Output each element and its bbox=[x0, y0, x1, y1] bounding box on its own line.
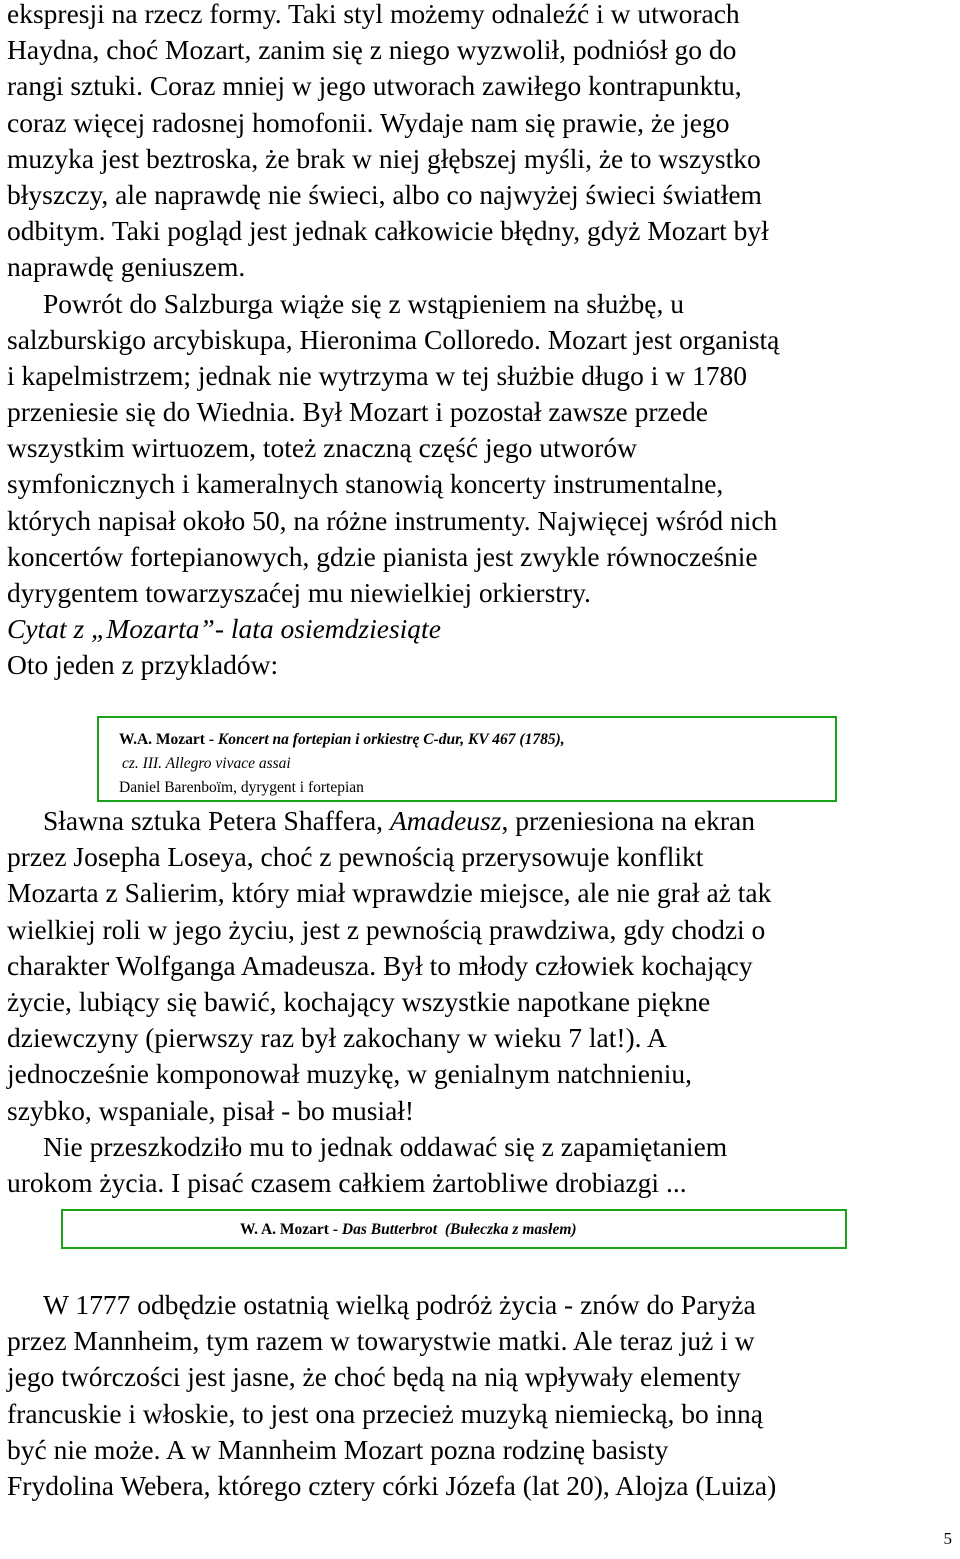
text-line: dziewczyny (pierwszy raz był zakochany w wieku 7 lat!). A bbox=[7, 1022, 667, 1054]
movement-label: cz. III. Allegro vivace assai bbox=[122, 755, 291, 772]
play-title: Amadeusz bbox=[389, 805, 502, 836]
paragraph-3 bbox=[7, 803, 912, 1201]
text-line: przez Mannheim, tym razem w towarystwie matki. Ale teraz już i w bbox=[7, 1325, 755, 1357]
text-line: Mozarta z Salierim, który miał wprawdzie miejsce, ale nie grał aż tak bbox=[7, 877, 772, 909]
work-title: Koncert na fortepian i orkiestrę C-dur, KV 467 (1785), bbox=[217, 731, 565, 748]
text-line: coraz więcej radosnej homofonii. Wydaje nam się prawie, że jego bbox=[7, 106, 730, 138]
music-example-box bbox=[97, 716, 837, 802]
composer-label: W. A. Mozart - bbox=[240, 1221, 342, 1238]
text-line: których napisał około 50, na różne instrumenty. Najwięcej wśród nich bbox=[7, 504, 778, 536]
text-line: W 1777 odbędzie ostatnią wielką podróż życia - znów do Paryża bbox=[43, 1289, 756, 1320]
text-line: jego twórczości jest jasne, że choć będą na nią wpływały elementy bbox=[7, 1361, 741, 1393]
composer-label: W.A. Mozart - bbox=[119, 731, 218, 748]
text-line: Haydna, choć Mozart, zanim się z niego wyzwolił, podniósł go do bbox=[7, 34, 737, 66]
text-line: francuskie i włoskie, to jest ona przecież muzyką niemiecką, bo inną bbox=[7, 1397, 763, 1429]
text-line: wszystkim wirtuozem, toteż znaczną część jego utworów bbox=[7, 432, 637, 464]
text-line: wielkiej roli w jego życiu, jest z pewnością prawdziwa, gdy chodzi o bbox=[7, 913, 766, 945]
performer-label: Daniel Barenboïm, dyrygent i fortepian bbox=[119, 779, 364, 796]
text-line: dyrygentem towarzyszaćej mu niewielkiej orkierstry. bbox=[7, 577, 591, 608]
text-line: Powrót do Salzburga wiąże się z wstąpieniem na służbę, u bbox=[43, 287, 684, 319]
example-caption: Oto jeden z przykladów: bbox=[7, 649, 279, 681]
quote-caption: Cytat z „Mozarta”- lata osiemdziesiąte bbox=[7, 613, 441, 645]
text-line: naprawdę geniuszem. bbox=[7, 251, 246, 283]
text-line: jednocześnie komponował muzykę, w genialnym natchnieniu, bbox=[7, 1058, 693, 1090]
music-example-title bbox=[119, 728, 835, 752]
text-line: muzyka jest beztroska, że brak w niej głębszej myśli, że to wszystko bbox=[7, 142, 761, 174]
music-example-box-2 bbox=[61, 1209, 847, 1249]
text-line: przeniesie się do Wiednia. Był Mozart i pozostał zawsze przede bbox=[7, 396, 708, 428]
text-line: salzburskigo arcybiskupa, Hieronima Colloredo. Mozart jest organistą bbox=[7, 323, 780, 355]
text-line: urokom życia. I pisać czasem całkiem żartobliwe drobiazgi ... bbox=[7, 1166, 687, 1198]
text-line: Nie przeszkodziło mu to jednak oddawać się z zapamiętaniem bbox=[43, 1130, 728, 1162]
text-line: być nie może. A w Mannheim Mozart pozna rodzinę basisty bbox=[7, 1433, 669, 1465]
text-line: symfonicznych i kameralnych stanowią koncerty instrumentalne, bbox=[7, 468, 724, 500]
text-line: koncertów fortepianowych, gdzie pianista jest zwykle równocześnie bbox=[7, 540, 758, 572]
work-title: Das Butterbrot bbox=[341, 1221, 438, 1238]
text-line: i kapelmistrzem; jednak nie wytrzyma w tej służbie długo i w 1780 bbox=[7, 359, 748, 391]
text-line: przez Josepha Loseya, choć z pewnością przerysowuje konflikt bbox=[7, 841, 704, 873]
text-line: błyszczy, ale naprawdę nie świeci, albo co najwyżej świeci światłem bbox=[7, 178, 762, 210]
text-line: ekspresji na rzecz formy. Taki styl możemy odnaleźć i w utworach bbox=[7, 0, 740, 29]
text-line: rangi sztuki. Coraz mniej w jego utworach zawiłego kontrapunktu, bbox=[7, 70, 742, 102]
text-segment: Sławna sztuka Petera Shaffera, Amadeusz, przeniesiona na ekran bbox=[43, 805, 755, 836]
text-line: szybko, wspaniale, pisał - bo musiał! bbox=[7, 1094, 415, 1126]
text-line: charakter Wolfganga Amadeusza. Był to młody człowiek kochający bbox=[7, 949, 753, 981]
text-line bbox=[7, 803, 912, 839]
paragraph-1 bbox=[7, 0, 912, 684]
page-number: 5 bbox=[943, 1529, 952, 1548]
text-line: Frydolina Webera, którego cztery córki Józefa (lat 20), Alojza (Luiza) bbox=[7, 1469, 777, 1501]
paragraph-5 bbox=[7, 1287, 912, 1504]
text-line: odbitym. Taki pogląd jest jednak całkowicie błędny, gdyż Mozart był bbox=[7, 215, 769, 247]
text-line: życie, lubiący się bawić, kochający wszystkie napotkane piękne bbox=[7, 985, 711, 1017]
work-translation: (Bułeczka z masłem) bbox=[444, 1221, 577, 1238]
music-example-title bbox=[240, 1218, 845, 1242]
